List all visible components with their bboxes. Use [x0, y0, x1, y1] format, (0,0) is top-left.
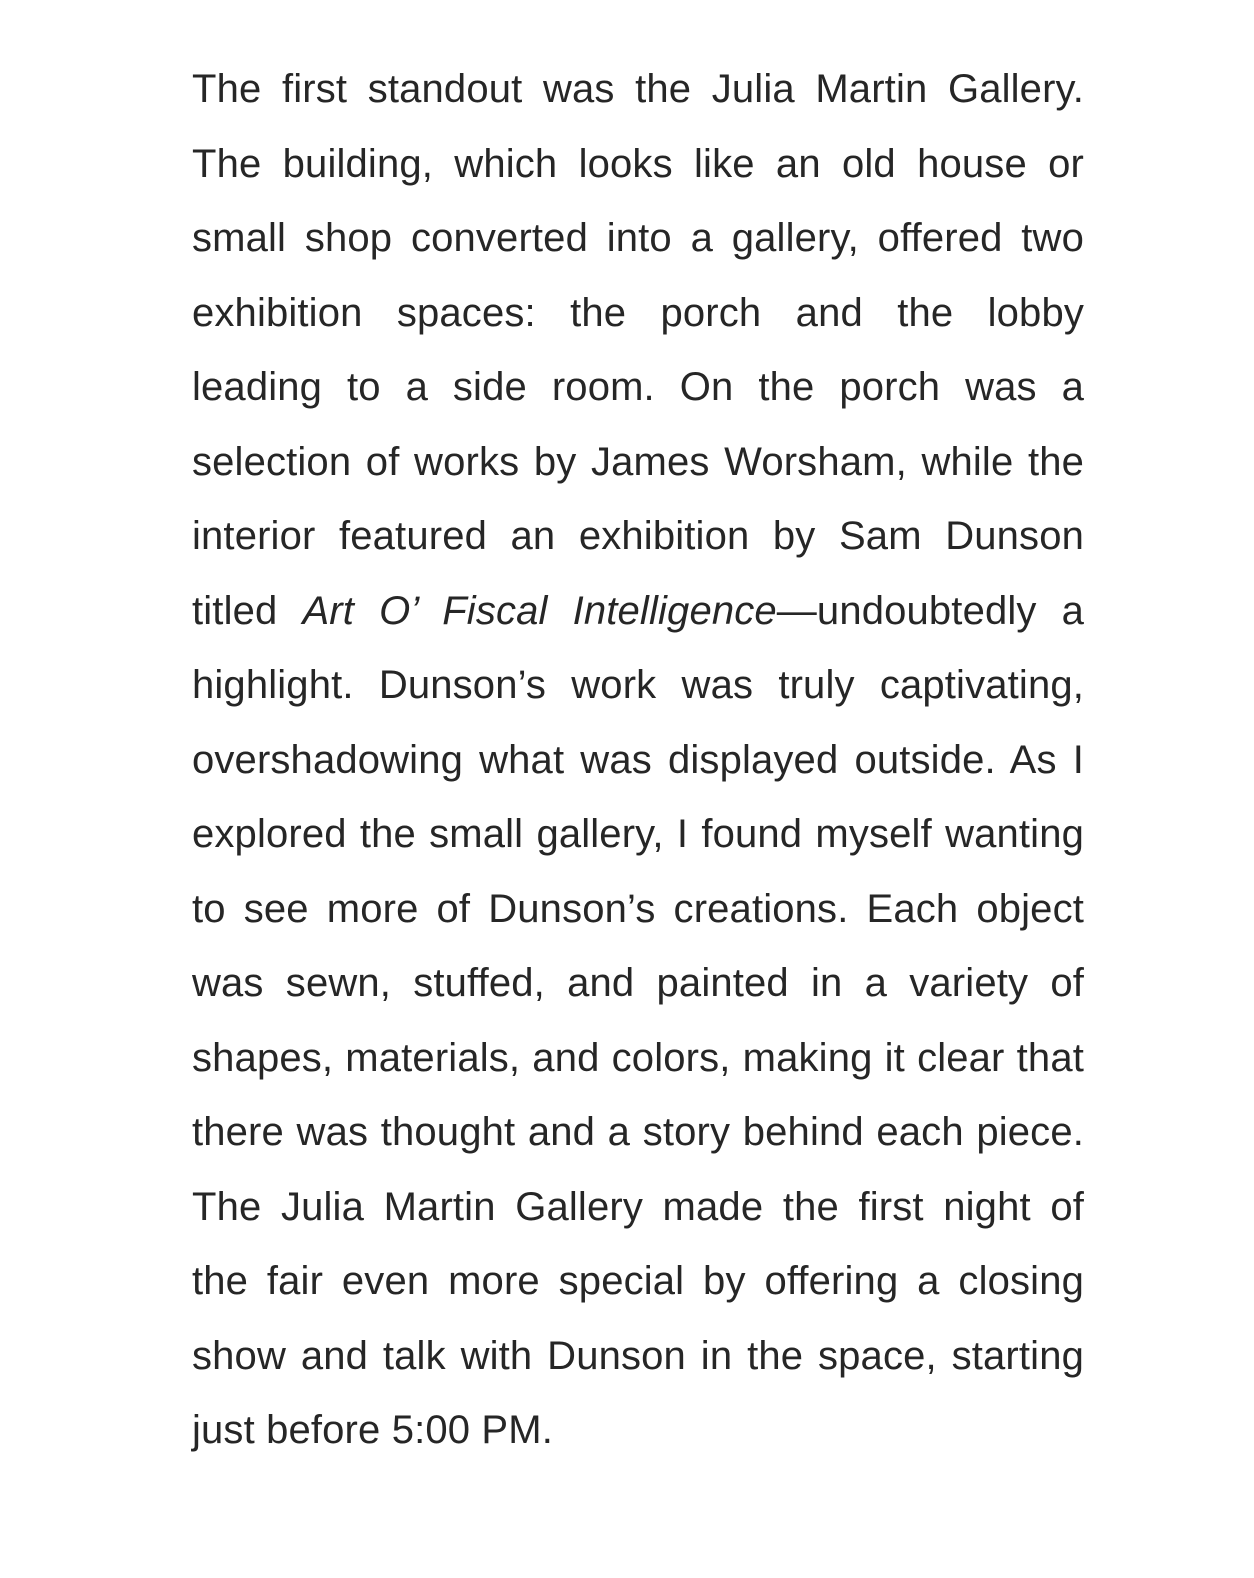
article-paragraph — [192, 52, 1084, 1468]
exhibition-title: Art O’ Fiscal Intelligence — [302, 588, 777, 633]
paragraph-text-before-title: The first standout was the Julia Martin Gallery. The building, which looks like an old house or small shop converted into a gallery, offered two exhibition spaces: the porch and the lobby leading to a side room. On the porch was a selection of works by James Worsham, while the interior featured an exhibition by Sam Dunson titled — [192, 67, 1084, 633]
paragraph-text-after-title: —undoubtedly a highlight. Dunson’s work was truly captivating, overshadowing what was displayed outside. As I explored the small gallery, I found myself wanting to see more of Dunson’s creations. Each object was sewn, stuffed, and painted in a variety of shapes, materials, and colors, making it clear that there was thought and a story behind each piece. The Julia Martin Gallery made the first night of the fair even more special by offering a closing show and talk with Dunson in the space, starting just before 5:00 PM. — [192, 588, 1084, 1452]
